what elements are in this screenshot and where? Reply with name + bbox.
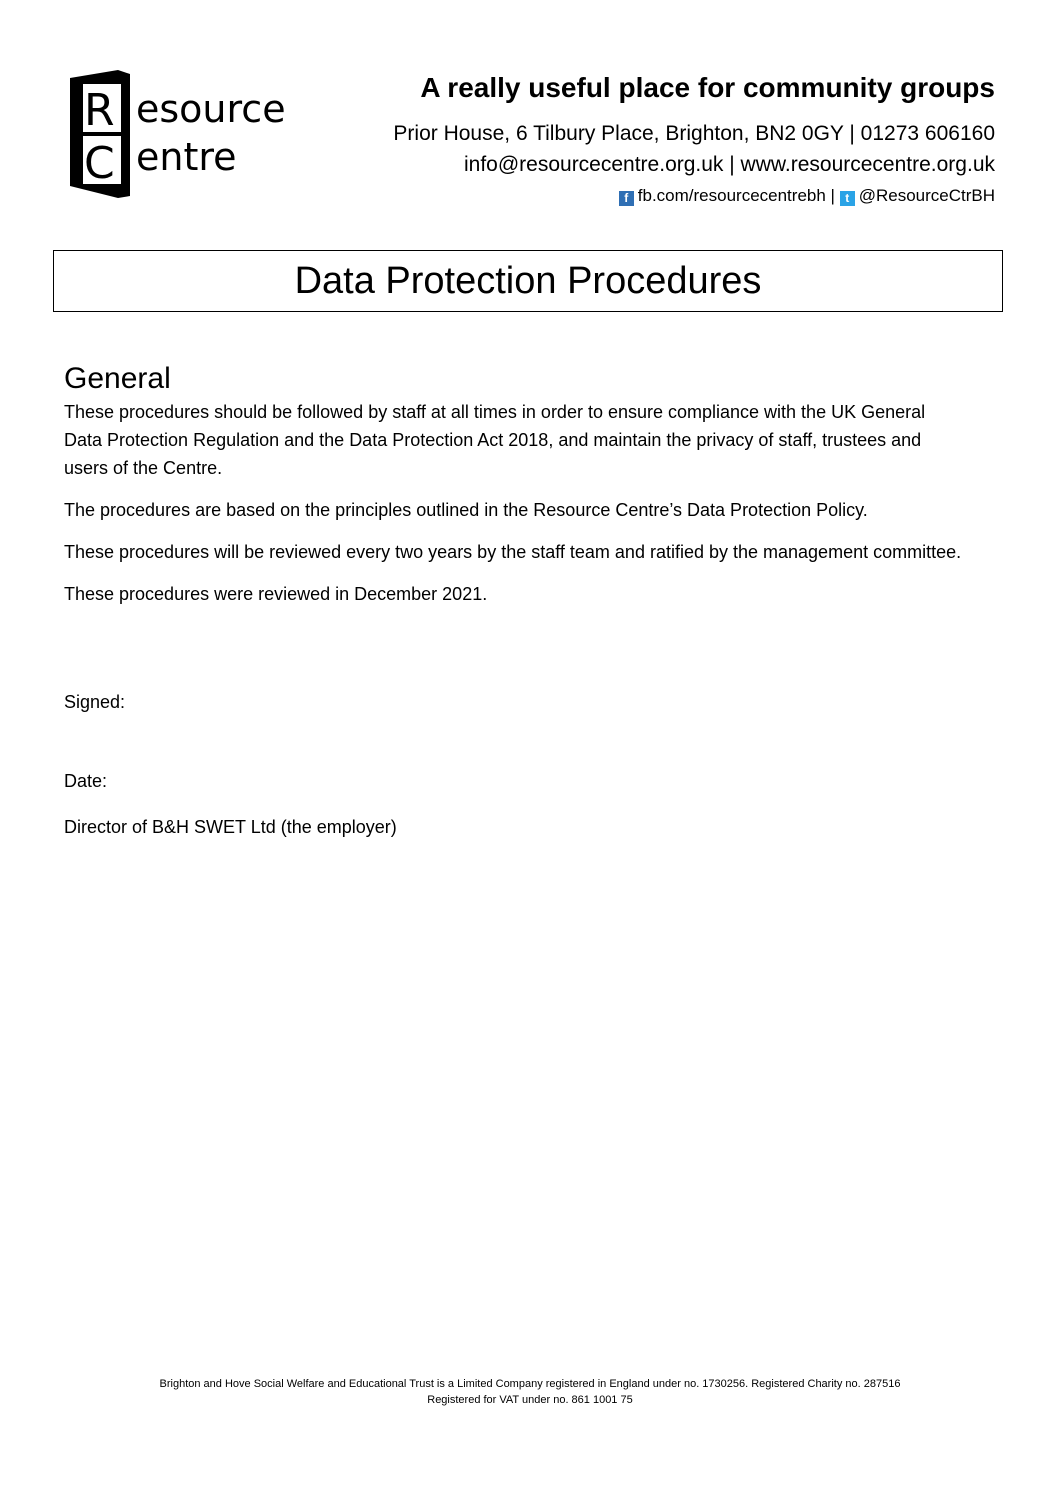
- footer: [60, 1376, 1000, 1408]
- section-heading-general: General: [64, 362, 171, 395]
- signatory-label: Director of B&H SWET Ltd (the employer): [64, 817, 397, 837]
- contact-details: [393, 118, 995, 180]
- document-title: Data Protection Procedures: [53, 250, 1003, 312]
- logo-letter-c: C: [84, 138, 115, 189]
- footer-vat: Registered for VAT under no. 861 1001 75: [427, 1394, 633, 1406]
- paragraph-review-frequency: These procedures will be reviewed every two years by the staff team and ratified by the management committee.: [64, 542, 962, 562]
- tagline: A really useful place for community groups: [420, 72, 995, 103]
- paragraph-review-date: These procedures were reviewed in December 2021.: [64, 584, 488, 604]
- logo-word-esource: esource: [136, 87, 286, 131]
- address-line: Prior House, 6 Tilbury Place, Brighton, BN2 0GY | 01273 606160: [393, 122, 995, 145]
- facebook-icon: f: [619, 191, 634, 206]
- signed-label: Signed:: [64, 692, 126, 712]
- logo-word-entre: entre: [136, 135, 237, 179]
- footer-registration: Brighton and Hove Social Welfare and Educational Trust is a Limited Company registered in England under no. 1730256. Registered Charity no. 287516: [159, 1378, 901, 1390]
- social-links: [619, 183, 995, 209]
- logo-graphic: [66, 70, 296, 198]
- social-separator: |: [830, 186, 835, 205]
- resource-centre-logo: [66, 70, 296, 198]
- paragraph-principles: The procedures are based on the principles outlined in the Resource Centre’s Data Protection Policy.: [64, 500, 868, 520]
- paragraph-compliance: These procedures should be followed by staff at all times in order to ensure compliance with the UK General Data Protection Regulation and the Data Protection Act 2018, and maintain the privacy of staff, trustees and users of the Centre.: [64, 402, 926, 478]
- logo-letter-r: R: [84, 85, 115, 136]
- document-body: [64, 360, 964, 622]
- twitter-handle[interactable]: @ResourceCtrBH: [858, 186, 995, 205]
- email-website-line: info@resourcecentre.org.uk | www.resourcecentre.org.uk: [463, 153, 995, 176]
- twitter-icon: t: [840, 191, 855, 206]
- facebook-link[interactable]: fb.com/resourcecentrebh: [637, 186, 826, 205]
- date-label: Date:: [64, 771, 108, 791]
